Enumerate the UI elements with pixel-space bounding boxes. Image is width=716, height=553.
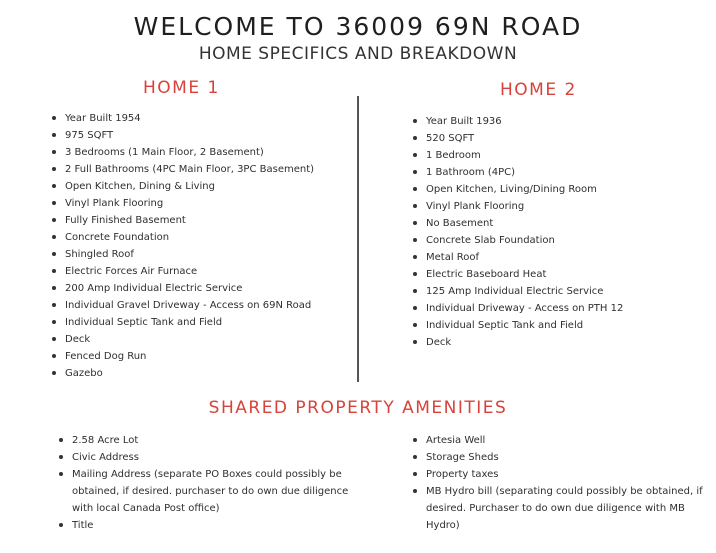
list-item: Vinyl Plank Flooring bbox=[413, 198, 623, 215]
list-item: Open Kitchen, Living/Dining Room bbox=[413, 181, 623, 198]
list-item: Civic Address bbox=[59, 449, 359, 466]
home2-heading: HOME 2 bbox=[500, 80, 577, 100]
list-item: Concrete Slab Foundation bbox=[413, 232, 623, 249]
shared-amenities-heading: SHARED PROPERTY AMENITIES bbox=[208, 398, 508, 418]
list-item: Vinyl Plank Flooring bbox=[52, 195, 314, 212]
list-item: Mailing Address (separate PO Boxes could possibly be obtained, if desired. purchaser to do own due diligence with local Canada Post office) bbox=[59, 466, 359, 517]
list-item: Electric Baseboard Heat bbox=[413, 266, 623, 283]
list-item: 2.58 Acre Lot bbox=[59, 432, 359, 449]
column-divider bbox=[357, 96, 359, 382]
list-item: Year Built 1954 bbox=[52, 110, 314, 127]
list-item: No Basement bbox=[413, 215, 623, 232]
list-item: MB Hydro bill (separating could possibly be obtained, if desired. Purchaser to do own due diligence with MB Hydro) bbox=[413, 483, 703, 534]
page-subtitle: HOME SPECIFICS AND BREAKDOWN bbox=[198, 44, 518, 64]
shared-amenities-right-list bbox=[413, 432, 703, 534]
list-item: Shingled Roof bbox=[52, 246, 314, 263]
list-item: Concrete Foundation bbox=[52, 229, 314, 246]
list-item: 1 Bathroom (4PC) bbox=[413, 164, 623, 181]
list-item: 3 Bedrooms (1 Main Floor, 2 Basement) bbox=[52, 144, 314, 161]
list-item: Storage Sheds bbox=[413, 449, 703, 466]
list-item: Deck bbox=[52, 331, 314, 348]
list-item: Deck bbox=[413, 334, 623, 351]
list-item: 2 Full Bathrooms (4PC Main Floor, 3PC Basement) bbox=[52, 161, 314, 178]
list-item: Open Kitchen, Dining & Living bbox=[52, 178, 314, 195]
list-item: 125 Amp Individual Electric Service bbox=[413, 283, 623, 300]
list-item: 520 SQFT bbox=[413, 130, 623, 147]
list-item: 975 SQFT bbox=[52, 127, 314, 144]
list-item: Metal Roof bbox=[413, 249, 623, 266]
list-item: Property taxes bbox=[413, 466, 703, 483]
list-item: Gazebo bbox=[52, 365, 314, 382]
page-title: WELCOME TO 36009 69N ROAD bbox=[133, 12, 583, 41]
list-item: Artesia Well bbox=[413, 432, 703, 449]
home2-feature-list bbox=[413, 113, 623, 351]
list-item: Year Built 1936 bbox=[413, 113, 623, 130]
list-item: Title bbox=[59, 517, 359, 534]
list-item: Electric Forces Air Furnace bbox=[52, 263, 314, 280]
list-item: Individual Septic Tank and Field bbox=[52, 314, 314, 331]
list-item: Fully Finished Basement bbox=[52, 212, 314, 229]
list-item: 1 Bedroom bbox=[413, 147, 623, 164]
list-item: Individual Driveway - Access on PTH 12 bbox=[413, 300, 623, 317]
list-item: Individual Septic Tank and Field bbox=[413, 317, 623, 334]
list-item: Individual Gravel Driveway - Access on 69N Road bbox=[52, 297, 314, 314]
home1-feature-list bbox=[52, 110, 314, 382]
list-item: 200 Amp Individual Electric Service bbox=[52, 280, 314, 297]
home1-heading: HOME 1 bbox=[143, 78, 220, 98]
list-item: Fenced Dog Run bbox=[52, 348, 314, 365]
shared-amenities-left-list bbox=[59, 432, 359, 534]
